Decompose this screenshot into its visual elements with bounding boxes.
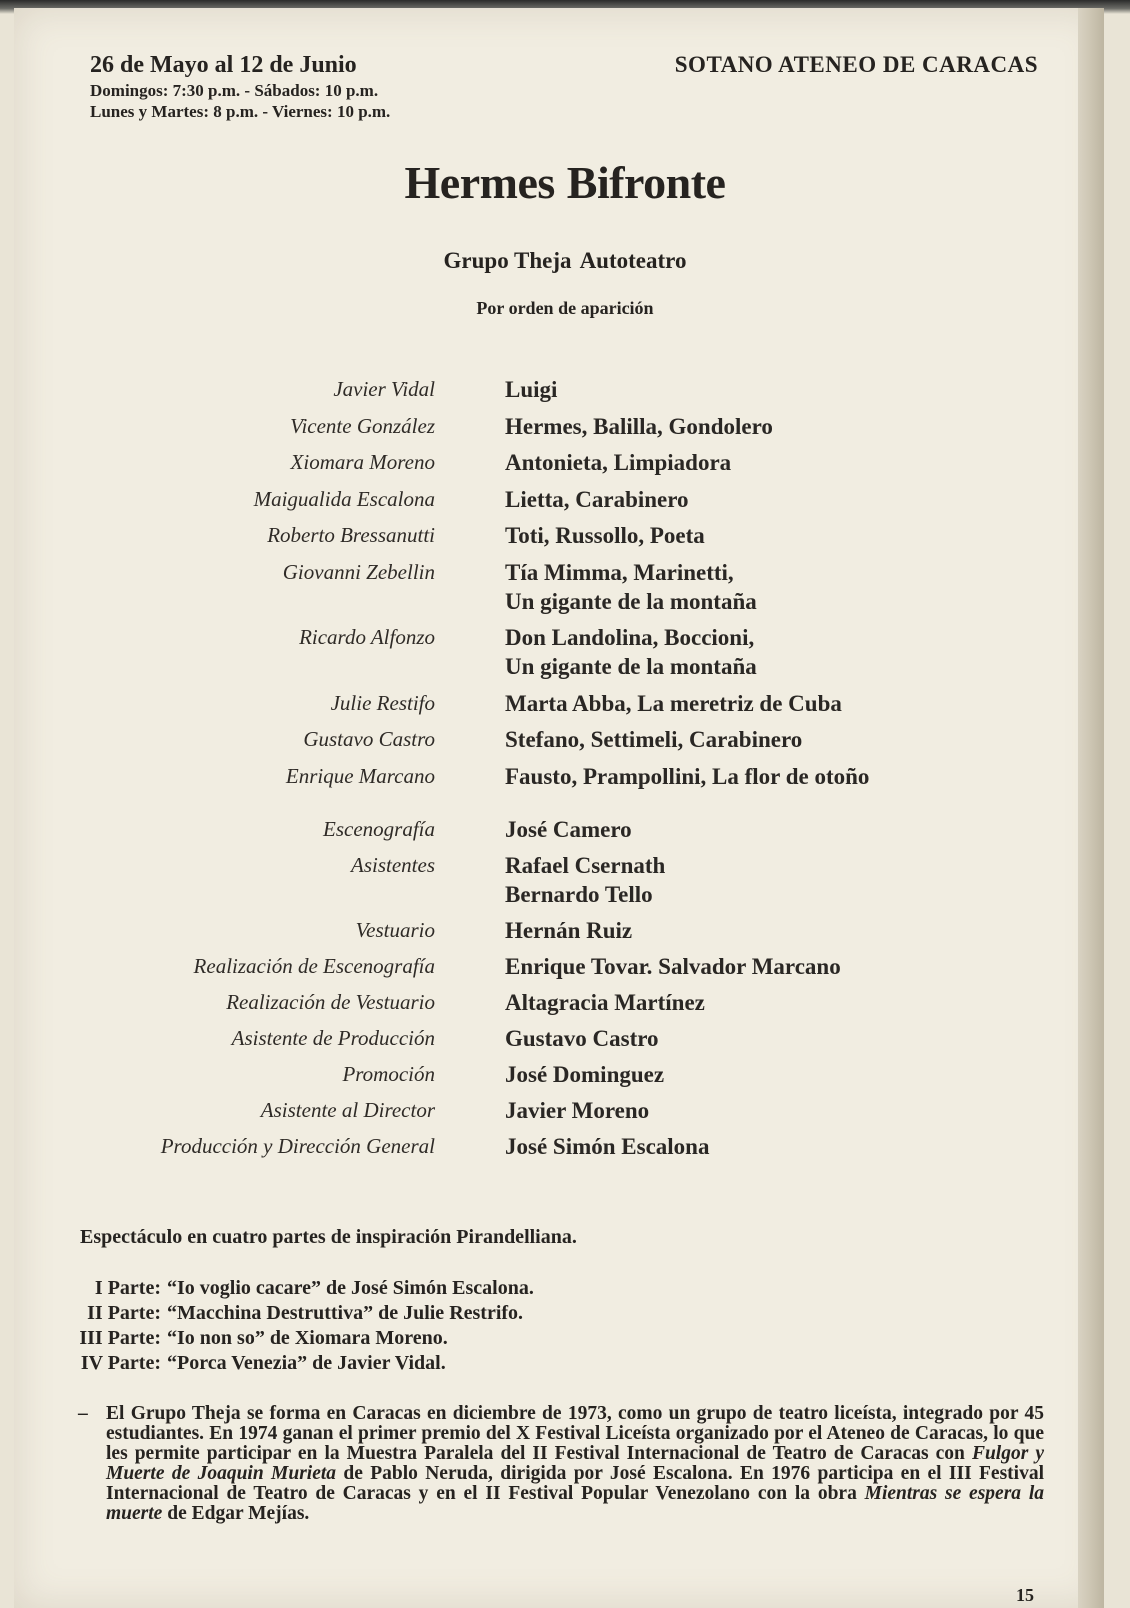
crew-label: Asistente de Producción [231,1026,435,1050]
cast-row [100,521,1060,550]
note-work-2: Mientras se espera la muerte [106,1483,1045,1524]
crew-row [100,1132,1060,1161]
show-description: Espectáculo en cuatro partes de inspiración Pirandelliana. [80,1226,577,1248]
cast-row [100,623,1060,681]
cast-value [505,725,1060,754]
crew-value-line: Javier Moreno [505,1098,650,1123]
part-label: II Parte: [87,1302,161,1324]
cast-value-line: Toti, Russollo, Poeta [505,523,705,548]
cast-list [100,375,1060,791]
crew-row [100,851,1060,909]
part-title: “Io voglio cacare” de José Simón Escalona. [167,1277,534,1299]
date-range: 26 de Mayo al 12 de Junio [90,52,357,78]
crew-value-line: Gustavo Castro [505,1026,659,1051]
cast-row [100,448,1060,477]
credits-spacer [100,798,1060,815]
schedule-line-2: Lunes y Martes: 8 p.m. - Viernes: 10 p.m. [90,102,391,121]
part-label: I Parte: [94,1277,161,1299]
note-text-3: de Edgar Mejías. [162,1503,310,1524]
cast-label: Giovanni Zebellin [282,559,435,584]
play-title [0,156,1130,209]
cast-row [100,689,1060,718]
cast-label: Maigualida Escalona [253,486,435,511]
cast-row [100,558,1060,616]
part-item [78,1326,534,1351]
cast-value [505,485,1060,514]
cast-value-line: Luigi [505,377,558,402]
crew-value-line: Altagracia Martínez [505,990,705,1015]
crew-label: Promoción [342,1062,435,1086]
part-title: “Porca Venezia” de Javier Vidal. [167,1352,446,1374]
cast-value [505,558,1060,616]
venue: SOTANO ATENEO DE CARACAS [674,52,1038,77]
note-text-2: de Pablo Neruda, dirigida por José Escalona. En 1976 participa en el III Festival Internacional de Teatro de Caracas y en el II Festival Popular Venezolano con la obra [106,1463,1045,1504]
cast-row [100,725,1060,754]
cast-value-line: Stefano, Settimeli, Carabinero [505,727,803,752]
note-text-1: El Grupo Theja se forma en Caracas en diciembre de 1973, como un grupo de teatro liceísta, integrado por 45 estudiantes. En 1974 ganan el primer premio del X Festival Liceísta organizado por el Ateneo de Caracas, lo que les permite participar en la Muestra Paralela del II Festival Internacional de Teatro de Caracas con [106,1403,1044,1464]
title-word-2: Bifronte [566,157,726,208]
cast-value [505,412,1060,441]
crew-value [505,851,1060,909]
note-work-1: Fulgor y Muerte de Joaquin Murieta [106,1443,1044,1484]
cast-value [505,521,1060,550]
order-note: Por orden de aparición [476,298,654,318]
crew-value-line: Enrique Tovar. Salvador Marcano [505,954,841,979]
cast-value-line: Antonieta, Limpiadora [505,450,732,475]
crew-value-line: José Simón Escalona [505,1134,710,1159]
crew-value [505,988,1060,1017]
part-item [78,1276,534,1301]
crew-label: Producción y Dirección General [160,1134,435,1158]
part-label: III Parte: [79,1327,161,1349]
crew-label: Asistente al Director [260,1098,435,1122]
crew-value [505,952,1060,981]
crew-label: Realización de Escenografía [193,954,435,978]
cast-value-line: Un gigante de la montaña [505,654,757,679]
cast-row [100,375,1060,404]
crew-value [505,1096,1060,1125]
cast-value-line: Hermes, Balilla, Gondolero [505,413,773,439]
crew-value-line: José Dominguez [505,1062,665,1087]
cast-value-line: Un gigante de la montaña [505,588,757,614]
part-label: IV Parte: [80,1352,161,1374]
crew-value [505,815,1060,844]
cast-row [100,485,1060,514]
cast-value [505,448,1060,477]
note-text [106,1404,1044,1524]
group-history-note [78,1404,1044,1524]
crew-list [100,815,1060,1161]
cast-label: Gustavo Castro [303,727,435,751]
cast-value [505,689,1060,718]
cast-value [505,375,1060,404]
title-word-1: Hermes [404,157,555,208]
cast-label: Roberto Bressanutti [267,523,435,547]
cast-label: Javier Vidal [333,377,435,401]
schedule-block [90,50,390,122]
crew-value [505,916,1060,945]
part-title: “Macchina Destruttiva” de Julie Restrifo. [167,1302,524,1324]
crew-row [100,952,1060,981]
cast-label: Enrique Marcano [285,763,435,788]
cast-label: Julie Restifo [330,690,435,715]
cast-label: Vicente González [290,413,435,438]
cast-value-line: Don Landolina, Boccioni, [505,625,755,650]
schedule-line-1: Domingos: 7:30 p.m. - Sábados: 10 p.m. [90,81,379,100]
group-name: Grupo Theja [443,248,572,273]
cast-row [100,762,1060,791]
crew-value-line: Bernardo Tello [505,882,653,907]
crew-label: Vestuario [355,918,435,942]
page-number: 15 [1016,1585,1034,1605]
part-title: “Io non so” de Xiomara Moreno. [167,1327,448,1349]
cast-value-line: Fausto, Prampollini, La flor de otoño [505,763,870,789]
cast-value [505,623,1060,681]
crew-value-line: Rafael Csernath [505,853,666,878]
crew-value-line: Hernán Ruiz [505,918,633,943]
crew-label: Asistentes [351,853,435,877]
cast-value-line: Tía Mimma, Marinetti, [505,559,734,585]
cast-value-line: Lietta, Carabinero [505,486,689,512]
crew-label: Escenografía [323,817,435,841]
credits-list [100,375,1060,1168]
crew-label: Realización de Vestuario [226,990,435,1014]
crew-value [505,1060,1060,1089]
parts-list [78,1276,534,1376]
cast-label: Ricardo Alfonzo [299,625,435,649]
cast-label: Xiomara Moreno [290,450,435,474]
part-item [78,1301,534,1326]
cast-value [505,762,1060,791]
crew-row [100,1024,1060,1053]
crew-row [100,1096,1060,1125]
crew-value [505,1132,1060,1161]
crew-value-line: José Camero [505,817,632,842]
cast-row [100,412,1060,441]
company-type: Autoteatro [579,248,687,273]
cast-value-line: Marta Abba, La meretriz de Cuba [505,690,842,716]
crew-row [100,916,1060,945]
note-dash: – [78,1403,88,1424]
crew-value [505,1024,1060,1053]
crew-row [100,1060,1060,1089]
part-item [78,1351,534,1376]
company-line [0,248,1130,274]
crew-row [100,988,1060,1017]
crew-row [100,815,1060,844]
